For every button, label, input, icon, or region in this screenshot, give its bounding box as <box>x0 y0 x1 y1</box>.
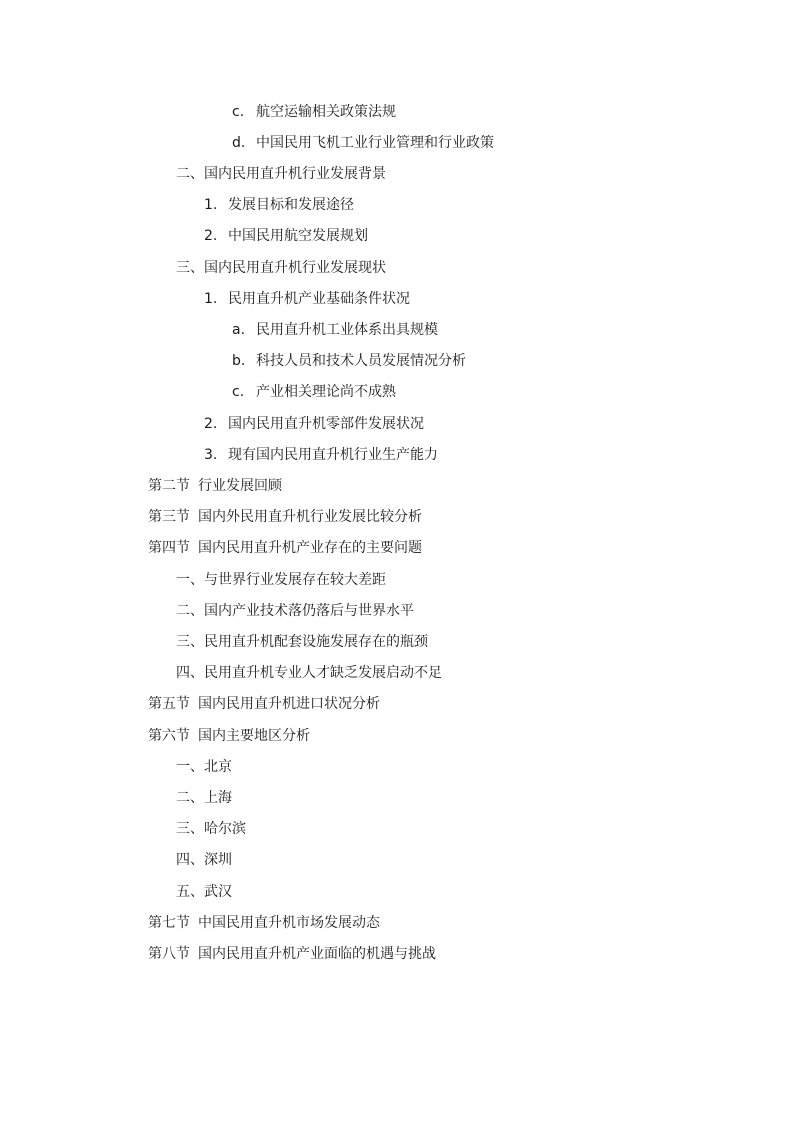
toc-entry <box>176 571 386 589</box>
toc-entry <box>232 321 438 339</box>
toc-entry <box>176 851 232 869</box>
toc-text: 二、国内产业技术落仍落后与世界水平 <box>176 603 414 619</box>
toc-entry <box>148 727 310 745</box>
toc-marker: 第二节 <box>148 478 190 494</box>
toc-text: 二、国内民用直升机行业发展背景 <box>176 166 386 182</box>
toc-entry <box>232 352 466 370</box>
toc-entry <box>176 259 386 277</box>
toc-entry <box>204 415 424 433</box>
toc-entry <box>176 664 442 682</box>
toc-entry <box>204 290 410 308</box>
toc-text: 国内民用直升机进口状况分析 <box>198 696 380 712</box>
toc-entry <box>204 196 354 214</box>
toc-text: 民用直升机工业体系出具规模 <box>256 322 438 338</box>
toc-marker: 第四节 <box>148 540 190 556</box>
toc-text: 三、民用直升机配套设施发展存在的瓶颈 <box>176 634 428 650</box>
toc-text: 国内民用直升机产业存在的主要问题 <box>198 540 422 556</box>
toc-text: 二、上海 <box>176 790 232 806</box>
toc-entry <box>148 695 380 713</box>
toc-text: 行业发展回顾 <box>198 478 282 494</box>
toc-text: 中国民用航空发展规划 <box>228 228 368 244</box>
toc-text: 国内外民用直升机行业发展比较分析 <box>198 509 422 525</box>
toc-entry <box>148 945 436 963</box>
toc-entry <box>232 383 396 401</box>
toc-text: 民用直升机产业基础条件状况 <box>228 291 410 307</box>
toc-marker: c. <box>232 384 245 400</box>
toc-entry <box>232 134 494 152</box>
toc-marker: 2. <box>204 416 218 432</box>
toc-marker: c. <box>232 104 245 120</box>
toc-marker: 1. <box>204 197 218 213</box>
toc-text: 产业相关理论尚不成熟 <box>256 384 396 400</box>
toc-marker: 1. <box>204 291 218 307</box>
toc-entry <box>204 446 438 464</box>
toc-marker: 第八节 <box>148 946 190 962</box>
toc-entry <box>176 820 246 838</box>
toc-marker: 第三节 <box>148 509 190 525</box>
toc-text: 中国民用直升机市场发展动态 <box>198 915 380 931</box>
toc-entry <box>176 758 232 776</box>
toc-entry <box>148 914 380 932</box>
toc-entry <box>204 227 368 245</box>
toc-entry <box>148 539 422 557</box>
toc-entry <box>148 508 422 526</box>
toc-entry <box>176 789 232 807</box>
toc-text: 一、北京 <box>176 759 232 775</box>
toc-text: 三、国内民用直升机行业发展现状 <box>176 260 386 276</box>
toc-entry <box>232 103 396 121</box>
toc-text: 航空运输相关政策法规 <box>256 104 396 120</box>
toc-text: 国内民用直升机零部件发展状况 <box>228 416 424 432</box>
toc-marker: 第七节 <box>148 915 190 931</box>
toc-entry <box>148 477 282 495</box>
toc-text: 一、与世界行业发展存在较大差距 <box>176 572 386 588</box>
toc-text: 四、深圳 <box>176 852 232 868</box>
toc-marker: 第五节 <box>148 696 190 712</box>
toc-marker: d. <box>232 135 246 151</box>
toc-marker: 2. <box>204 228 218 244</box>
toc-text: 五、武汉 <box>176 884 232 900</box>
toc-text: 现有国内民用直升机行业生产能力 <box>228 447 438 463</box>
toc-text: 三、哈尔滨 <box>176 821 246 837</box>
toc-marker: b. <box>232 353 246 369</box>
toc-entry <box>176 165 386 183</box>
toc-text: 国内主要地区分析 <box>198 728 310 744</box>
toc-text: 国内民用直升机产业面临的机遇与挑战 <box>198 946 436 962</box>
toc-entry <box>176 883 232 901</box>
toc-entry <box>176 633 428 651</box>
toc-text: 发展目标和发展途径 <box>228 197 354 213</box>
toc-text: 科技人员和技术人员发展情况分析 <box>256 353 466 369</box>
toc-marker: a. <box>232 322 246 338</box>
toc-marker: 第六节 <box>148 728 190 744</box>
toc-entry <box>176 602 414 620</box>
toc-marker: 3. <box>204 447 218 463</box>
toc-text: 四、民用直升机专业人才缺乏发展启动不足 <box>176 665 442 681</box>
toc-text: 中国民用飞机工业行业管理和行业政策 <box>256 135 494 151</box>
